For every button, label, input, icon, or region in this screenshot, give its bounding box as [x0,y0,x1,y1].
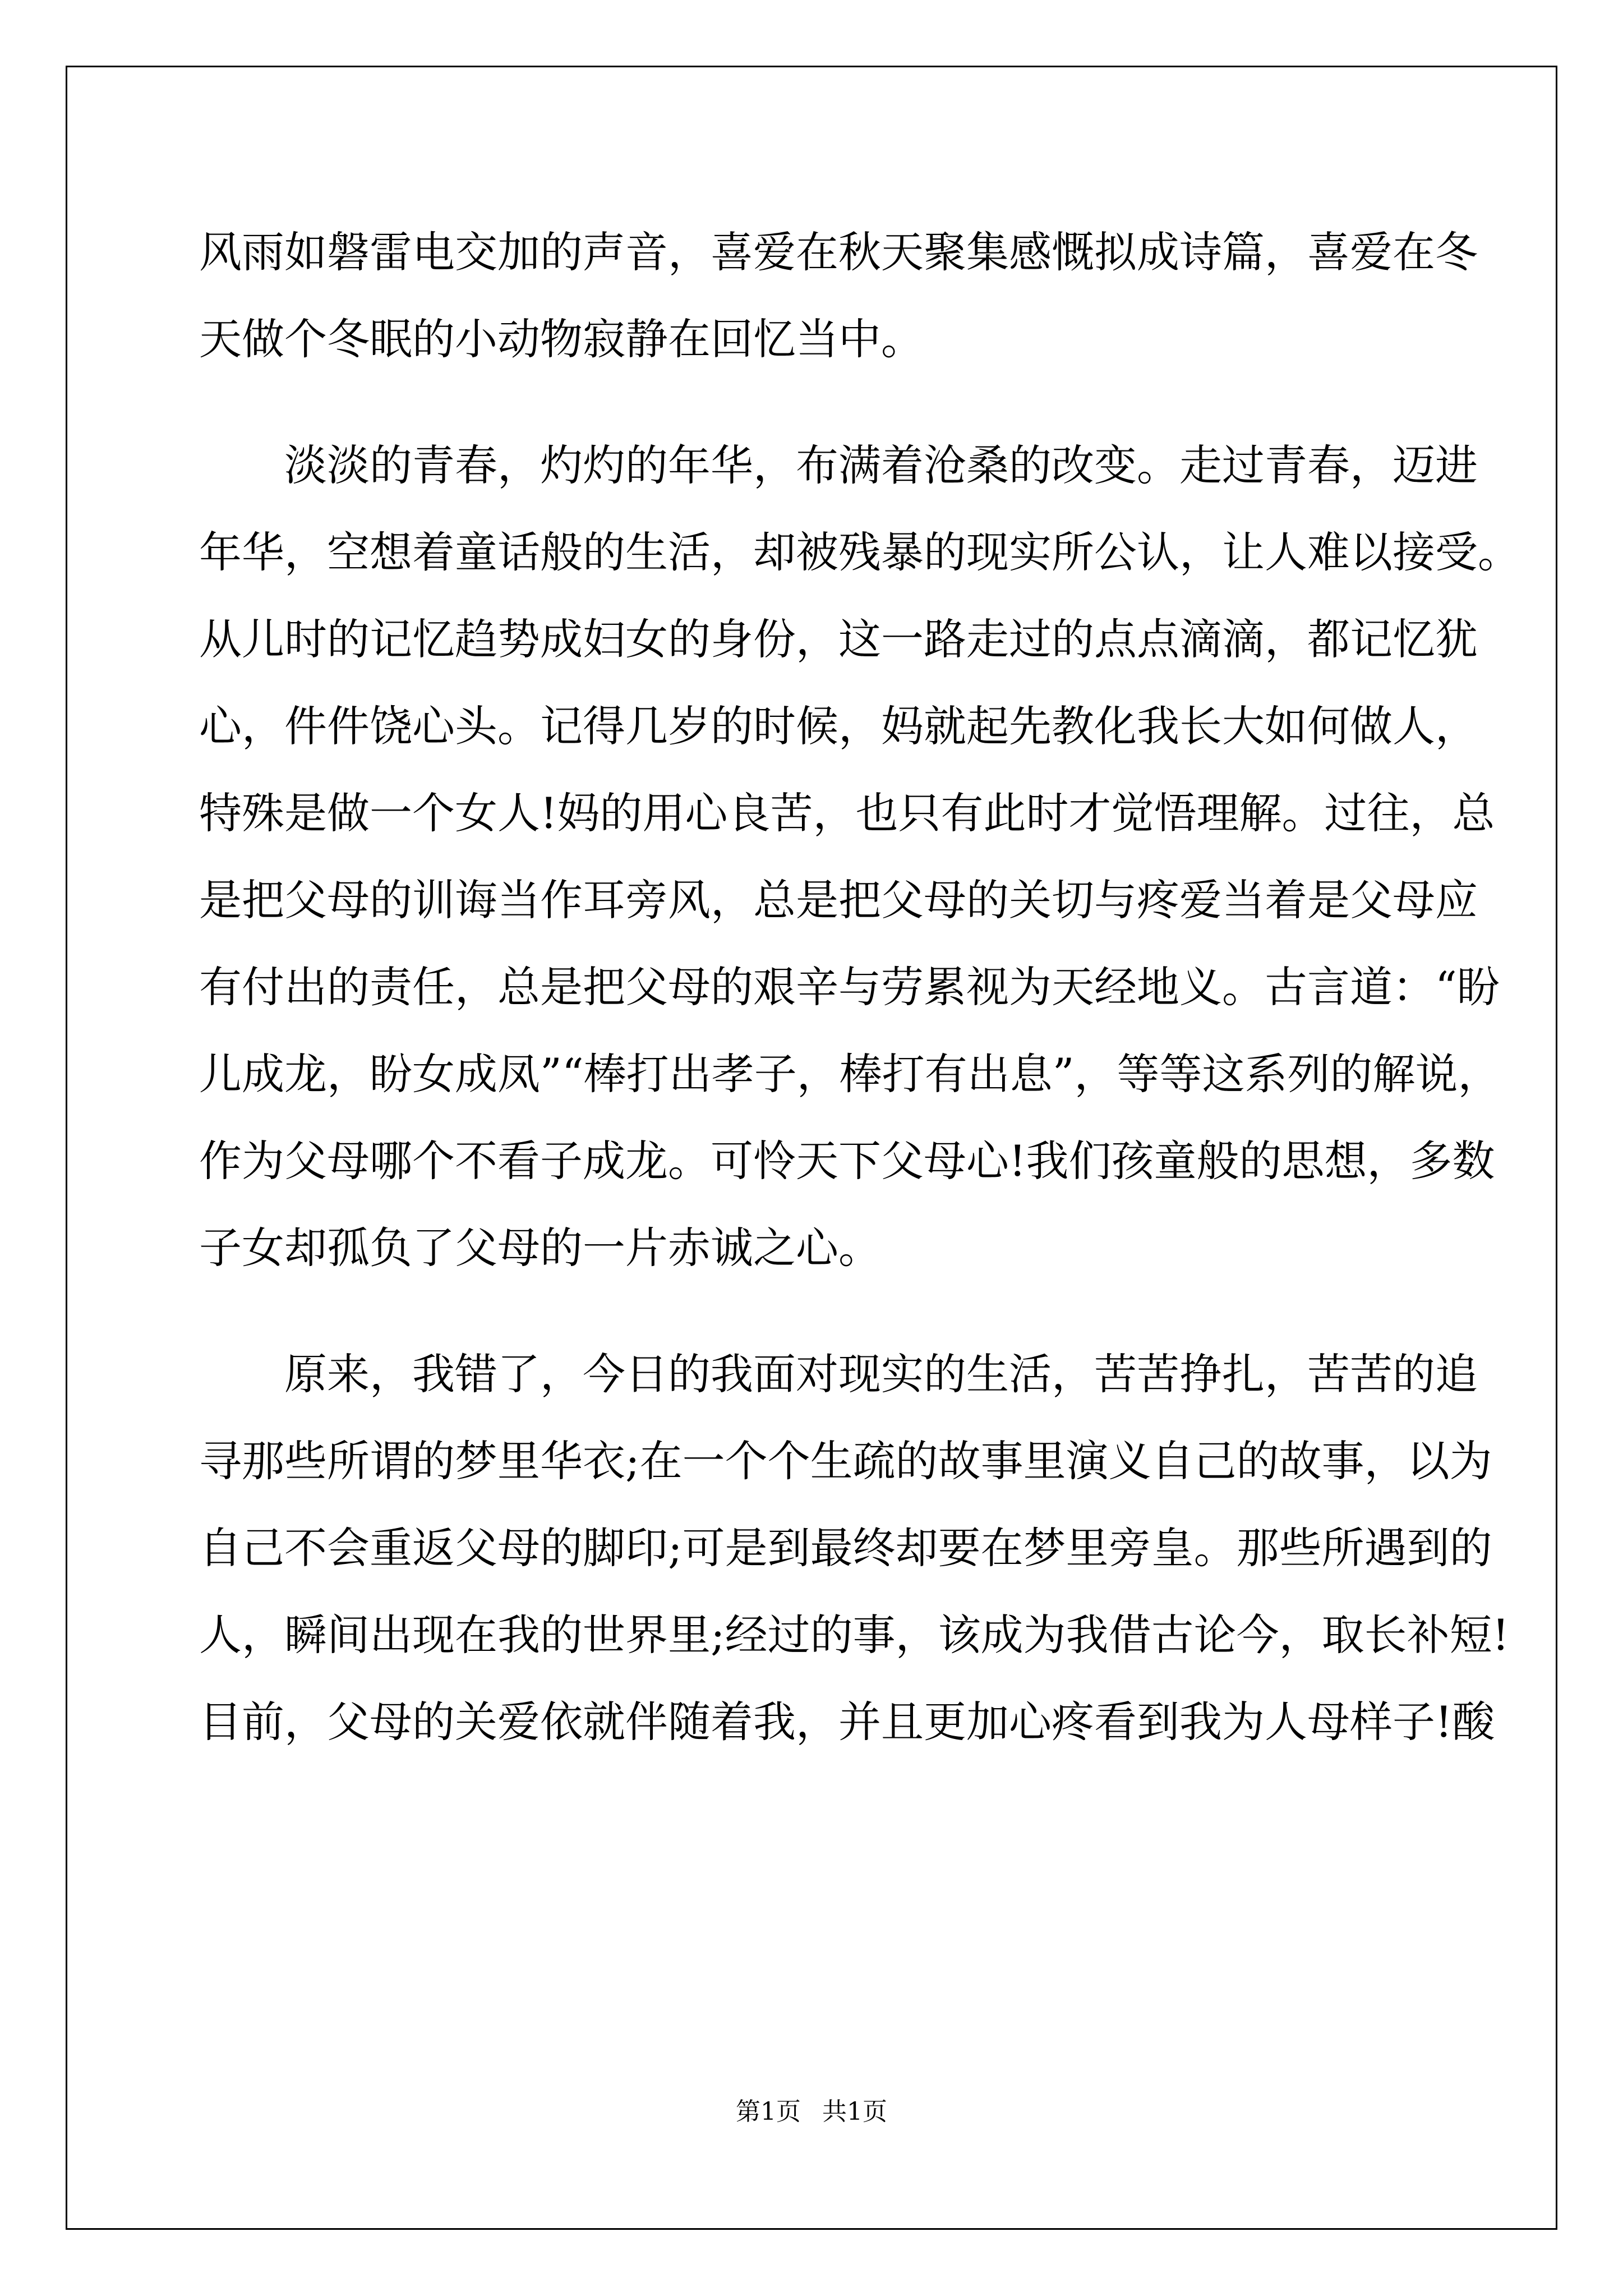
body-line-7: 特殊是做一个女人!妈的用心良苦，也只有此时才觉悟理解。过往，总 [199,788,1495,838]
body-line-8: 是把父母的训诲当作耳旁风，总是把父母的关切与疼爱当着是父母应 [199,875,1478,925]
body-line-4: 年华，空想着童话般的生活，却被残暴的现实所公认，让人难以接受。 [199,527,1520,577]
body-line-15: 自己不会重返父母的脚印;可是到最终却要在梦里旁皇。那些所遇到的 [199,1523,1492,1573]
body-line-2: 天做个冬眠的小动物寂静在回忆当中。 [199,314,924,364]
body-line-11: 作为父母哪个不看子成龙。可怜天下父母心!我们孩童般的思想，多数 [199,1136,1495,1186]
body-line-3: 淡淡的青春，灼灼的年华，布满着沧桑的改变。走过青春，迈进 [199,440,1478,490]
page-total: 共1页 [822,2097,887,2126]
body-line-1: 风雨如磐雷电交加的声音，喜爱在秋天聚集感慨拟成诗篇，喜爱在冬 [199,227,1478,277]
body-line-14: 寻那些所谓的梦里华衣;在一个个生疏的故事里演义自己的故事，以为 [199,1436,1492,1486]
body-line-12: 子女却孤负了父母的一片赤诚之心。 [199,1223,881,1273]
body-line-9: 有付出的责任，总是把父母的艰辛与劳累视为天经地义。古言道：“盼 [199,962,1500,1012]
body-line-13: 原来，我错了，今日的我面对现实的生活，苦苦挣扎，苦苦的追 [199,1349,1478,1399]
page-number: 第1页 [736,2097,801,2126]
body-line-17: 目前，父母的关爱依就伴随着我，并且更加心疼看到我为人母样子!酸 [199,1697,1495,1747]
body-line-16: 人，瞬间出现在我的世界里;经过的事，该成为我借古论今，取长补短! [199,1610,1510,1660]
body-line-5: 从儿时的记忆趋势成妇女的身份，这一路走过的点点滴滴，都记忆犹 [199,614,1478,664]
body-line-10: 儿成龙，盼女成凤”“棒打出孝子，棒打有出息”，等等这系列的解说， [199,1049,1501,1099]
page-footer [0,2091,1623,2127]
body-line-6: 心，件件饶心头。记得几岁的时候，妈就起先教化我长大如何做人， [199,701,1478,751]
